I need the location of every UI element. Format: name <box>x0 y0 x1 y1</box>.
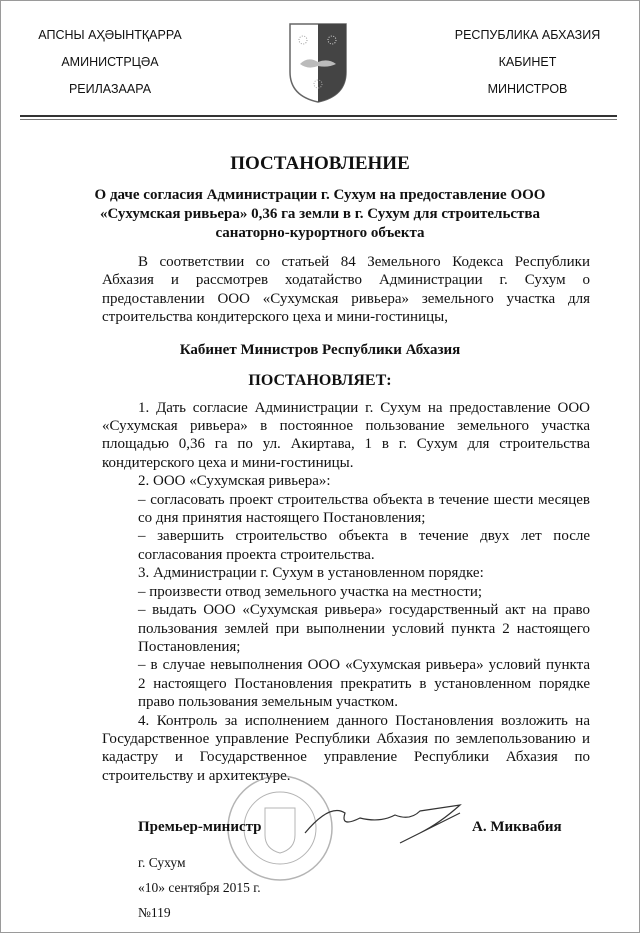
item-3-sub-2: – выдать ООО «Сухумская ривьера» государственный акт на право пользования землей при выполнении условий пункта 2 настоящего Постановления; <box>138 602 590 655</box>
document-title: ПОСТАНОВЛЕНИЕ <box>230 153 410 174</box>
item-3-sub-3: – в случае невыполнения ООО «Сухумская ривьера» условий пункта 2 настоящего Постановления прекратить в установленном порядке право пользования земельным участком. <box>138 657 590 711</box>
item-3-sub-1: – произвести отвод земельного участка на местности; <box>138 583 483 600</box>
signatory-title: Премьер-министр <box>138 819 262 836</box>
item-4: 4. Контроль за исполнением данного Постановления возложить на Государственное управление Республики Абхазия по землепользованию и кадастру и Государственное управление Республики Абхазия по строительству и архитектуре. <box>102 712 590 784</box>
issuer: Кабинет Министров Республики Абхазия <box>179 341 461 358</box>
decree-body <box>102 399 590 786</box>
header-left-line-1: АПСНЫ АҲӘЫНТҚАРРА <box>38 28 182 42</box>
document-subtitle: О даче согласия Администрации г. Сухум на предоставление ООО «Сухумская ривьера» 0,36 га земли в г. Сухум для строительства санаторно-курортного объекта <box>94 187 546 241</box>
item-1: 1. Дать согласие Администрации г. Сухум на предоставление ООО «Сухумская ривьера» в постоянное пользование земельного участка площадью 0,36 га по ул. Акиртава, 1 в г. Сухум для строительства кондитерского цеха и мини-гостиницы. <box>102 399 590 471</box>
decree-heading: ПОСТАНОВЛЯЕТ: <box>248 371 392 389</box>
item-2-sub-2: – завершить строительство объекта в течение двух лет после согласования проекта строительства. <box>138 528 590 563</box>
header-right-line-3: МИНИСТРОВ <box>487 82 568 96</box>
date: «10» сентября 2015 г. <box>138 880 261 896</box>
header-left-line-3: РЕИЛАЗААРА <box>68 82 152 96</box>
item-2: 2. ООО «Сухумская ривьера»: <box>138 473 331 490</box>
place: г. Сухум <box>138 855 186 871</box>
item-3: 3. Администрации г. Сухум в установленном порядке: <box>138 565 484 582</box>
signature <box>300 793 470 853</box>
header-right-line-1: РЕСПУБЛИКА АБХАЗИЯ <box>454 28 601 42</box>
preamble: В соответствии со статьей 84 Земельного Кодекса Республики Абхазия и рассмотрев ходатайство Администрации г. Сухум о предоставлении ООО «Сухумская ривьера» земельного участка для строительства кондитерского цеха и мини-гостиницы, <box>102 254 590 326</box>
item-2-sub-1: – согласовать проект строительства объекта в течение шести месяцев со дня принятия настоящего Постановления; <box>138 491 590 527</box>
signatory-name: А. Миквабия <box>472 819 562 836</box>
header-left-line-2: АМИНИСТРЦӘА <box>61 55 159 69</box>
header-right-line-2: КАБИНЕТ <box>498 55 557 69</box>
document-number: №119 <box>138 905 171 921</box>
signature-row <box>138 819 590 841</box>
